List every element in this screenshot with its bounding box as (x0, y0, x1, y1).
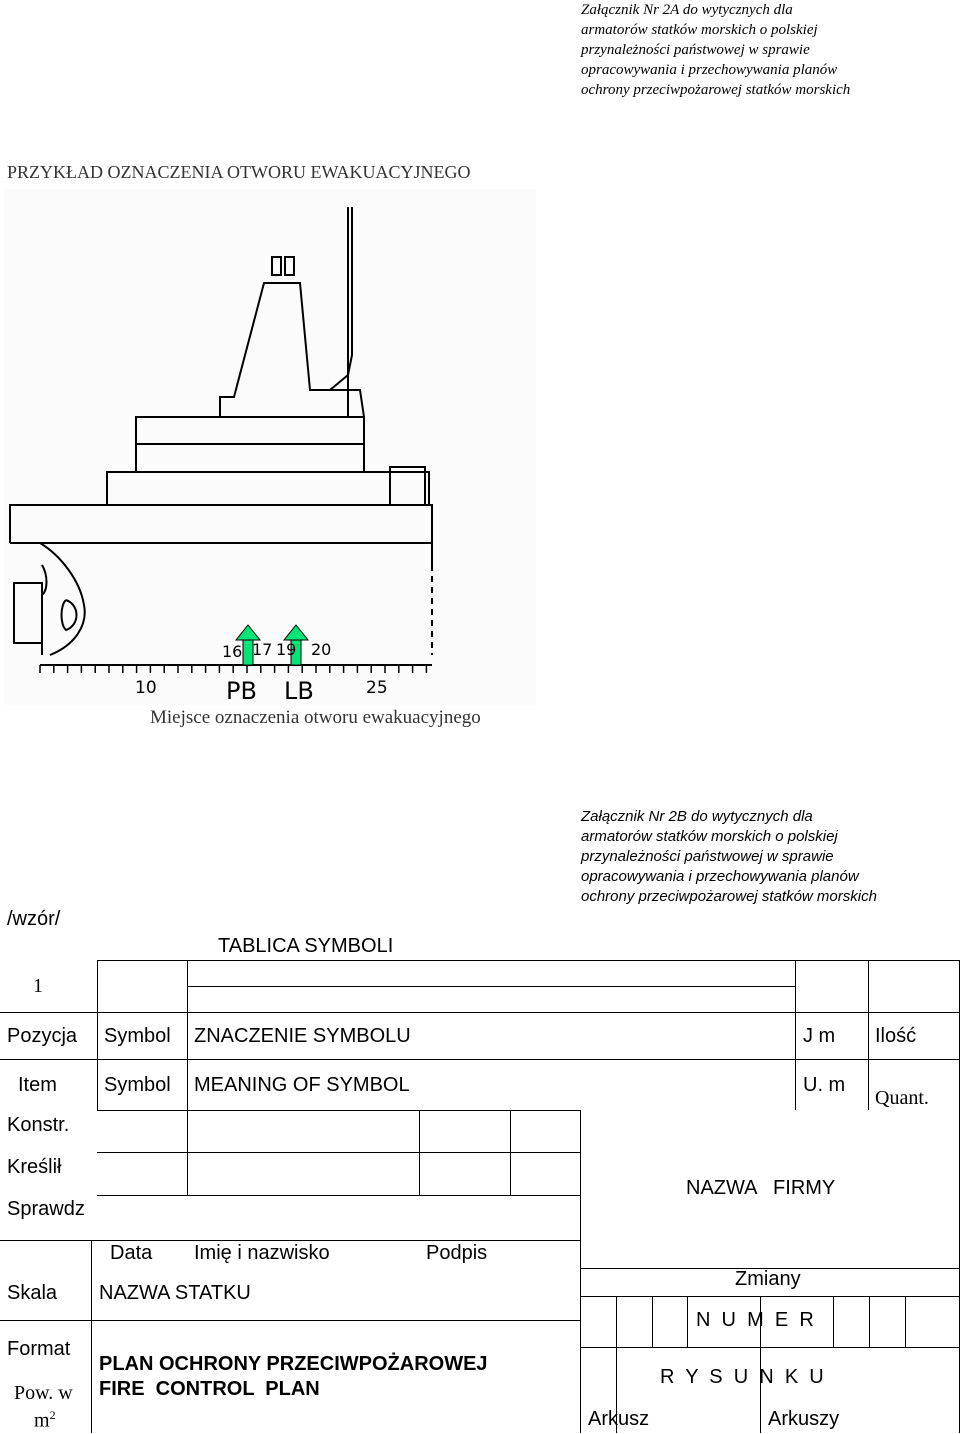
frame-label: 16 (222, 642, 243, 661)
ship-profile-drawing (0, 185, 540, 705)
header-qty-pl: Ilość (875, 1025, 917, 1047)
header-meaning-en: MEANING OF SYMBOL (194, 1074, 410, 1096)
wzor-label: /wzór/ (7, 908, 61, 930)
page-number: 1 (33, 975, 43, 997)
annex-2a-note (581, 0, 850, 100)
plan-title-en: FIRE CONTROL PLAN (99, 1378, 320, 1400)
header-unit-en: U. m (803, 1074, 846, 1096)
annex-2a-line: ochrony przeciwpożarowej statków morskich (581, 82, 851, 98)
annex-2b-line: armatorów statków morskich o polskiej (581, 828, 838, 845)
ship-name-label: NAZWA STATKU (99, 1282, 251, 1304)
table-title: TABLICA SYMBOLI (218, 935, 394, 957)
example-heading: PRZYKŁAD OZNACZENIA OTWORU EWAKUACYJNEGO (7, 162, 471, 182)
scale-label: 10 (135, 678, 157, 698)
header-symbol-pl: Symbol (104, 1025, 171, 1047)
header-position-pl: Pozycja (7, 1025, 78, 1047)
sprawdz-label: Sprawdz (7, 1198, 85, 1220)
sign-label: Podpis (426, 1242, 488, 1264)
firm-name: NAZWA FIRMY (686, 1177, 836, 1199)
annex-2b-line: przynależności państwowej w sprawie (581, 848, 834, 865)
scale-label: 25 (366, 678, 388, 698)
frame-label: 17 (252, 640, 273, 659)
scale-label: Skala (7, 1282, 58, 1304)
drawing-label: R Y S U N K U (660, 1366, 824, 1388)
area-label (14, 1382, 73, 1432)
name-label: Imię i nazwisko (194, 1242, 330, 1264)
example-caption: Miejsce oznaczenia otworu ewakuacyjnego (150, 707, 481, 728)
annex-2a-line: opracowywania i przechowywania planów (581, 62, 838, 78)
number-label: N U M E R (696, 1309, 814, 1331)
frame-label: 19 (276, 640, 297, 659)
annex-2a-line: armatorów statków morskich o polskiej (581, 22, 818, 38)
format-label: Format (7, 1338, 71, 1360)
area-line-2 (14, 1404, 73, 1432)
sheets-label: Arkuszy (768, 1408, 840, 1430)
header-unit-pl: J m (803, 1025, 836, 1047)
kreslil-label: Kreślił (7, 1156, 62, 1178)
data-label: Data (110, 1242, 153, 1264)
konstr-label: Konstr. (7, 1114, 70, 1136)
annex-2b-line: Załącznik Nr 2B do wytycznych dla (581, 808, 813, 825)
frame-label: 20 (311, 640, 332, 659)
side-label-pb: PB (226, 677, 257, 705)
area-unit: m (34, 1409, 50, 1432)
plan-title-pl: PLAN OCHRONY PRZECIWPOŻAROWEJ (99, 1353, 488, 1375)
header-meaning-pl: ZNACZENIE SYMBOLU (194, 1025, 411, 1047)
area-unit-superscript: 2 (49, 1408, 56, 1422)
header-symbol-en: Symbol (104, 1074, 171, 1096)
sheet-label: Arkusz (588, 1408, 650, 1430)
annex-2b-line: opracowywania i przechowywania planów (581, 868, 859, 885)
annex-2b-line: ochrony przeciwpożarowej statków morskich (581, 888, 877, 905)
changes-label: Zmiany (735, 1268, 801, 1290)
side-label-lb: LB (284, 677, 314, 705)
annex-2a-line: Załącznik Nr 2A do wytycznych dla (581, 2, 793, 18)
annex-2a-line: przynależności państwowej w sprawie (581, 42, 810, 58)
area-line-1: Pow. w (14, 1382, 73, 1404)
header-qty-en: Quant. (875, 1087, 929, 1109)
header-position-en: Item (18, 1074, 57, 1096)
annex-2b-note (581, 807, 877, 907)
